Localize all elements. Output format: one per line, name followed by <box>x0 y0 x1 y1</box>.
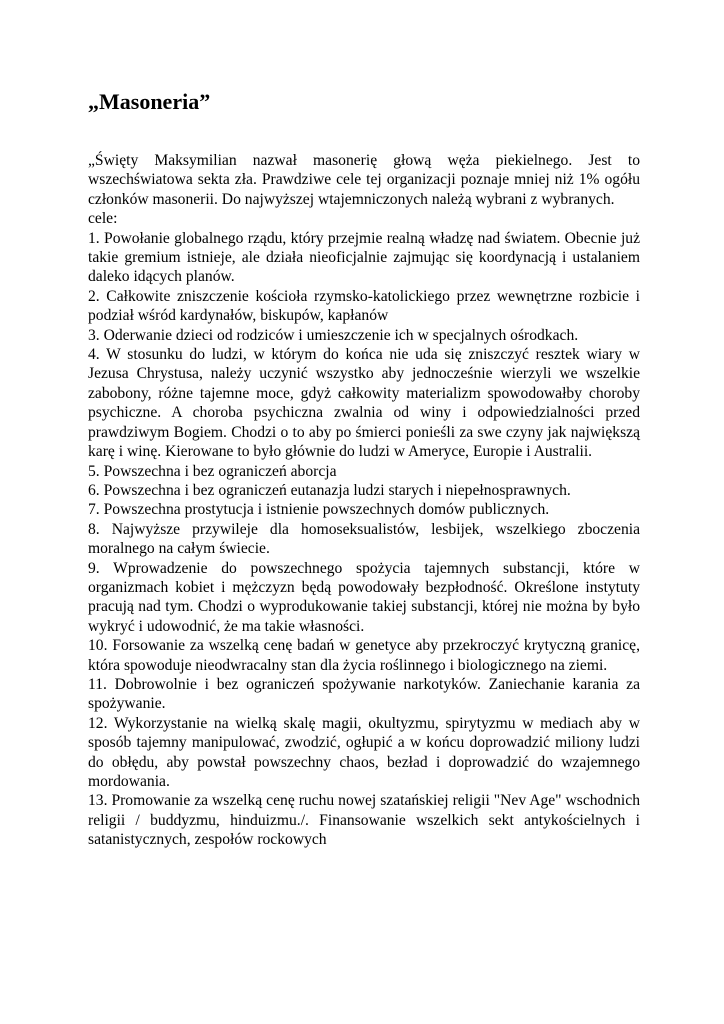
document-body <box>88 151 640 850</box>
list-item-6: 6. Powszechna i bez ograniczeń eutanazja ludzi starych i niepełnosprawnych. <box>88 481 571 499</box>
intro-paragraph: „Święty Maksymilian nazwał masonerię głową węża piekielnego. Jest to wszechświatowa sekta zła. Prawdziwe cele tej organizacji poznaje mniej niż 1% ogółu członków masonerii. Do najwyższej wtajemniczonych należą wybrani z wybranych. <box>88 152 640 208</box>
list-item-2: 2. Całkowite zniszczenie kościoła rzymsko-katolickiego przez wewnętrzne rozbicie i podział wśród kardynałów, biskupów, kapłanów <box>88 287 640 325</box>
list-item-10: 10. Forsowanie za wszelką cenę badań w genetyce aby przekroczyć krytyczną granicę, która spowoduje nieodwracalny stan dla życia roślinnego i biologicznego na ziemi. <box>88 637 640 674</box>
goals-label: cele: <box>88 210 118 228</box>
document-title: „Masoneria” <box>88 89 211 114</box>
list-item-7: 7. Powszechna prostytucja i istnienie powszechnych domów publicznych. <box>88 501 550 519</box>
list-item-9: 9. Wprowadzenie do powszechnego spożycia tajemnych substancji, które w organizmach kobiet i mężczyzn będą powodowały bezpłodność. Określone instytuty pracują nad tym. Chodzi o wyprodukowanie takiej substancji, której nie można by było wykryć i udowodnić, że ma takie własności. <box>88 559 640 635</box>
list-item-8: 8. Najwyższe przywileje dla homoseksualistów, lesbijek, wszelkiego zboczenia moralnego na całym świecie. <box>88 520 640 558</box>
list-item-5: 5. Powszechna i bez ograniczeń aborcja <box>88 462 337 480</box>
list-item-1: 1. Powołanie globalnego rządu, który przejmie realną władzę nad światem. Obecnie już takie gremium istnieje, ale działa nieoficjalnie zajmując się koordynacją i ustalaniem daleko idących planów. <box>88 229 640 286</box>
list-item-11: 11. Dobrowolnie i bez ograniczeń spożywanie narkotyków. Zaniechanie karania za spożywanie. <box>88 675 640 713</box>
list-item-12: 12. Wykorzystanie na wielką skalę magii, okultyzmu, spirytyzmu w mediach aby w sposób tajemny manipulować, zwodzić, ogłupić a w końcu doprowadzić miliony ludzi do obłędu, aby powstał powszechny chaos, bezład i doprowadzić do wzajemnego mordowania. <box>88 714 640 790</box>
list-item-4: 4. W stosunku do ludzi, w którym do końca nie uda się zniszczyć resztek wiary w Jezusa Chrystusa, należy uczynić wszystko aby jednocześnie wierzyli we wszelkie zabobony, różne tajemne moce, gdyż całkowity materializm spowodowałby choroby psychiczne. A choroba psychiczna zwalnia od winy i odpowiedzialności przed prawdziwym Bogiem. Chodzi o to aby po śmierci ponieśli za swe czyny jak największą karę i winę. Kierowane to było głównie do ludzi w Ameryce, Europie i Australii. <box>88 346 640 461</box>
list-item-13: 13. Promowanie za wszelką cenę ruchu nowej szatańskiej religii "Nev Age" wschodnich religii / buddyzmu, hinduizmu./. Finansowanie wszelkich sekt antykościelnych i satanistycznych, zespołów rockowych <box>88 792 640 849</box>
list-item-3: 3. Oderwanie dzieci od rodziców i umieszczenie ich w specjalnych ośrodkach. <box>88 326 579 344</box>
